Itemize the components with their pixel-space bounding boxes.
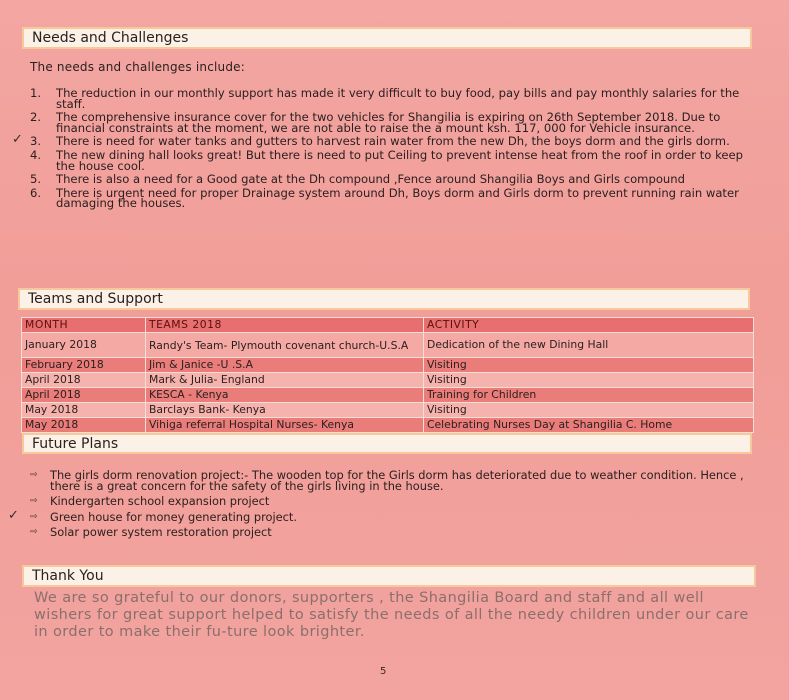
- future-item-1: ⇨ The girls dorm renovation project:- The wooden top for the Girls dorm has deteriorated due to weather condition. Hence , there is a great concern for the safety of the girls living in the house.: [30, 468, 744, 493]
- table-row: [22, 403, 754, 418]
- cell-month: April 2018: [22, 373, 146, 388]
- table-row: [22, 333, 754, 358]
- needs-item-4: 4. The new dining hall looks great! But there is need to put Ceiling to prevent intense heat from the roof in order to keep the house cool.: [30, 147, 744, 173]
- teams-heading: [18, 288, 750, 310]
- table-row: [22, 418, 754, 433]
- thanks-heading-text: Thank You: [32, 568, 104, 584]
- table-row: [22, 373, 754, 388]
- teams-heading-text: Teams and Support: [28, 291, 163, 307]
- column-header-activity: ACTIVITY: [424, 318, 754, 333]
- future-item-3: ✓ ⇨ Green house for money generating project.: [8, 507, 298, 524]
- thanks-paragraph: We are so grateful to our donors, supporters , the Shangilia Board and staff and all well wishers for great support helped to satisfy the needs of all the needy children under our care in order to make their fu-ture look brighter.: [34, 590, 749, 640]
- future-heading: [22, 433, 752, 454]
- arrow-right-icon: ⇨: [30, 527, 38, 538]
- needs-intro: The needs and challenges include:: [30, 60, 245, 74]
- future-heading-text: Future Plans: [32, 436, 119, 452]
- checkmark-icon: ✓: [8, 507, 19, 523]
- cell-activity: Celebrating Nurses Day at Shangilia C. Home: [424, 418, 754, 433]
- column-header-teams: TEAMS 2018: [146, 318, 424, 333]
- checkmark-icon: ✓: [12, 132, 23, 148]
- needs-item-2: 2. The comprehensive insurance cover for the two vehicles for Shangilia is expiring on 26th September 2018. Due to financial constraints at the moment, we are not able to raise the a mount ksh. 117, 000 for Vehicle insurance.: [30, 110, 721, 135]
- table-row: [22, 388, 754, 403]
- cell-team: Jim & Janice -U .S.A: [146, 358, 424, 373]
- table-header-row: [22, 318, 754, 333]
- cell-activity: Visiting: [424, 373, 754, 388]
- cell-month: April 2018: [22, 388, 146, 403]
- cell-activity: Visiting: [424, 403, 754, 418]
- future-list: [8, 468, 750, 543]
- arrow-right-icon: ⇨: [30, 511, 38, 522]
- needs-item-3: ✓ 3. There is need for water tanks and gutters to harvest rain water from the new Dh, the boys dorm and the girls dorm.: [12, 132, 730, 149]
- cell-team: Randy's Team- Plymouth covenant church-U.S.A: [146, 333, 424, 358]
- cell-activity: Visiting: [424, 358, 754, 373]
- cell-month: May 2018: [22, 418, 146, 433]
- needs-item-6: 6. There is urgent need for proper Drainage system around Dh, Boys dorm and Girls dorm to prevent running rain water damaging the houses.: [30, 185, 739, 211]
- needs-item-1: 1. The reduction in our monthly support has made it very difficult to buy food, pay bills and pay monthly salaries for the staff.: [30, 86, 740, 111]
- cell-team: Barclays Bank- Kenya: [146, 403, 424, 418]
- cell-team: KESCA - Kenya: [146, 388, 424, 403]
- cell-team: Mark & Julia- England: [146, 373, 424, 388]
- thanks-heading: [22, 565, 756, 587]
- cell-month: February 2018: [22, 358, 146, 373]
- needs-list: [12, 86, 755, 212]
- cell-activity: Training for Children: [424, 388, 754, 403]
- cell-month: May 2018: [22, 403, 146, 418]
- teams-table: [21, 317, 754, 433]
- arrow-right-icon: ⇨: [30, 496, 38, 507]
- arrow-right-icon: ⇨: [30, 470, 38, 480]
- needs-heading-text: Needs and Challenges: [32, 30, 189, 46]
- future-item-2: ⇨ Kindergarten school expansion project: [30, 494, 270, 509]
- column-header-month: MONTH: [22, 318, 146, 333]
- cell-team: Vihiga referral Hospital Nurses- Kenya: [146, 418, 424, 433]
- page-number: 5: [380, 666, 387, 677]
- table-row: [22, 358, 754, 373]
- cell-activity: Dedication of the new Dining Hall: [424, 333, 754, 358]
- needs-heading: [22, 27, 752, 49]
- cell-month: January 2018: [22, 333, 146, 358]
- needs-item-5: 5. There is also a need for a Good gate at the Dh compound ,Fence around Shangilia Boys and Girls compound: [30, 172, 685, 187]
- future-item-4: ⇨ Solar power system restoration project: [30, 525, 272, 540]
